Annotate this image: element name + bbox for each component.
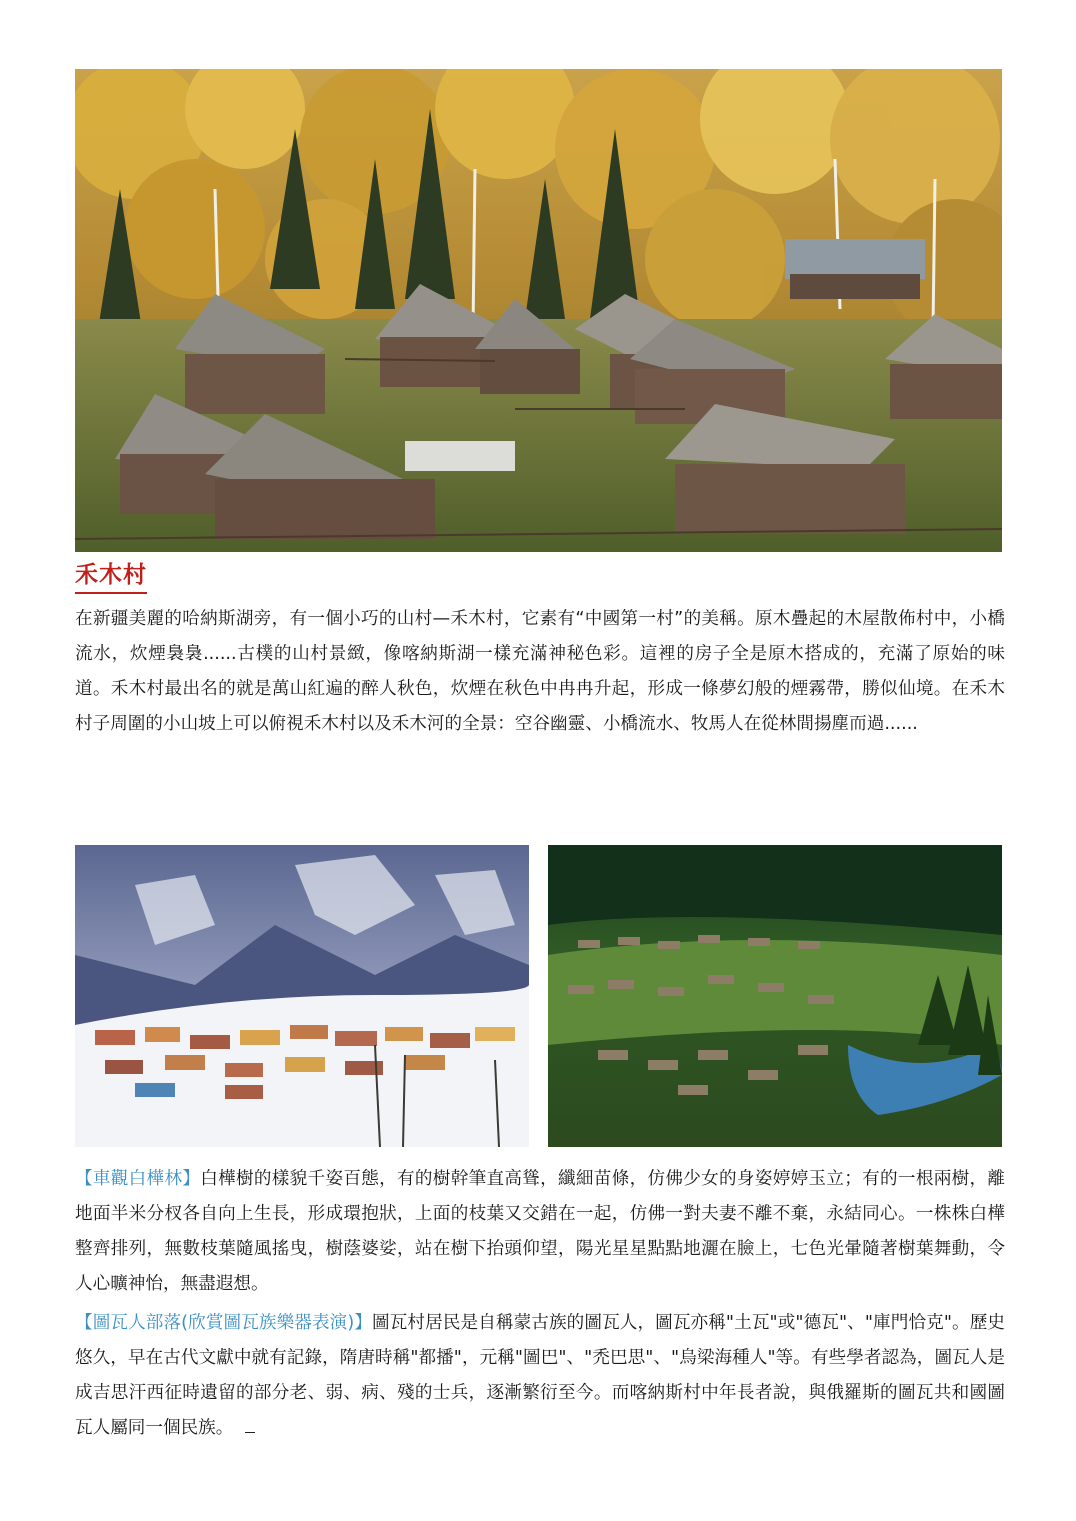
valley-village-photo [548, 845, 1002, 1147]
tuva-tribe-section [75, 1306, 1005, 1446]
birch-forest-tag: 【車觀白樺林】 [75, 1169, 201, 1189]
snow-village-photo [75, 845, 529, 1147]
birch-forest-section [75, 1162, 1005, 1302]
snow-village-art [75, 845, 529, 1147]
page-title: 禾木村 [75, 560, 147, 594]
tuva-tribe-tag: 【圖瓦人部落(欣賞圖瓦族樂器表演)】 [75, 1313, 373, 1333]
birch-forest-text: 白樺樹的樣貌千姿百態，有的樹幹筆直高聳，纖細苗條，仿佛少女的身姿婷婷玉立；有的一根兩樹，離地面半米分杈各自向上生長，形成環抱狀，上面的枝葉又交錯在一起，仿佛一對夫妻不離不棄，永結同心。一株株白樺整齊排列，無數枝葉隨風搖曳，樹蔭婆娑，站在樹下抬頭仰望，陽光星星點點地灑在臉上，七色光暈隨著樹葉舞動，令人心曠神怡，無盡遐想。 [75, 1169, 1005, 1294]
valley-village-art [548, 845, 1002, 1147]
tuva-tribe-text: 圖瓦村居民是自稱蒙古族的圖瓦人，圖瓦亦稱"土瓦"或"德瓦"、"庫門恰克"。歷史悠久，早在古代文獻中就有記錄，隋唐時稱"都播"，元稱"圖巴"、"禿巴思"、"烏梁海種人"等。有些學者認為，圖瓦人是成吉思汗西征時遺留的部分老、弱、病、殘的士兵，逐漸繁衍至今。而喀納斯村中年長者說，與俄羅斯的圖瓦共和國圖瓦人屬同一個民族。 [75, 1313, 1006, 1438]
text-cursor [245, 1416, 255, 1433]
hero-photo-art [75, 69, 1002, 552]
village-description: 在新疆美麗的哈納斯湖旁，有一個小巧的山村—禾木村，它素有“中國第一村”的美稱。原木疊起的木屋散佈村中，小橋流水，炊煙裊裊......古樸的山村景緻，像喀納斯湖一樣充滿神秘色彩。這裡的房子全是原木搭成的，充滿了原始的味道。禾木村最出名的就是萬山紅遍的醉人秋色，炊煙在秋色中冉冉升起，形成一條夢幻般的煙霧帶，勝似仙境。在禾木村子周圍的小山坡上可以俯視禾木村以及禾木河的全景：空谷幽靈、小橋流水、牧馬人在從林間揚塵而過...... [75, 609, 1005, 734]
hero-photo-hemu-village [75, 69, 1002, 552]
